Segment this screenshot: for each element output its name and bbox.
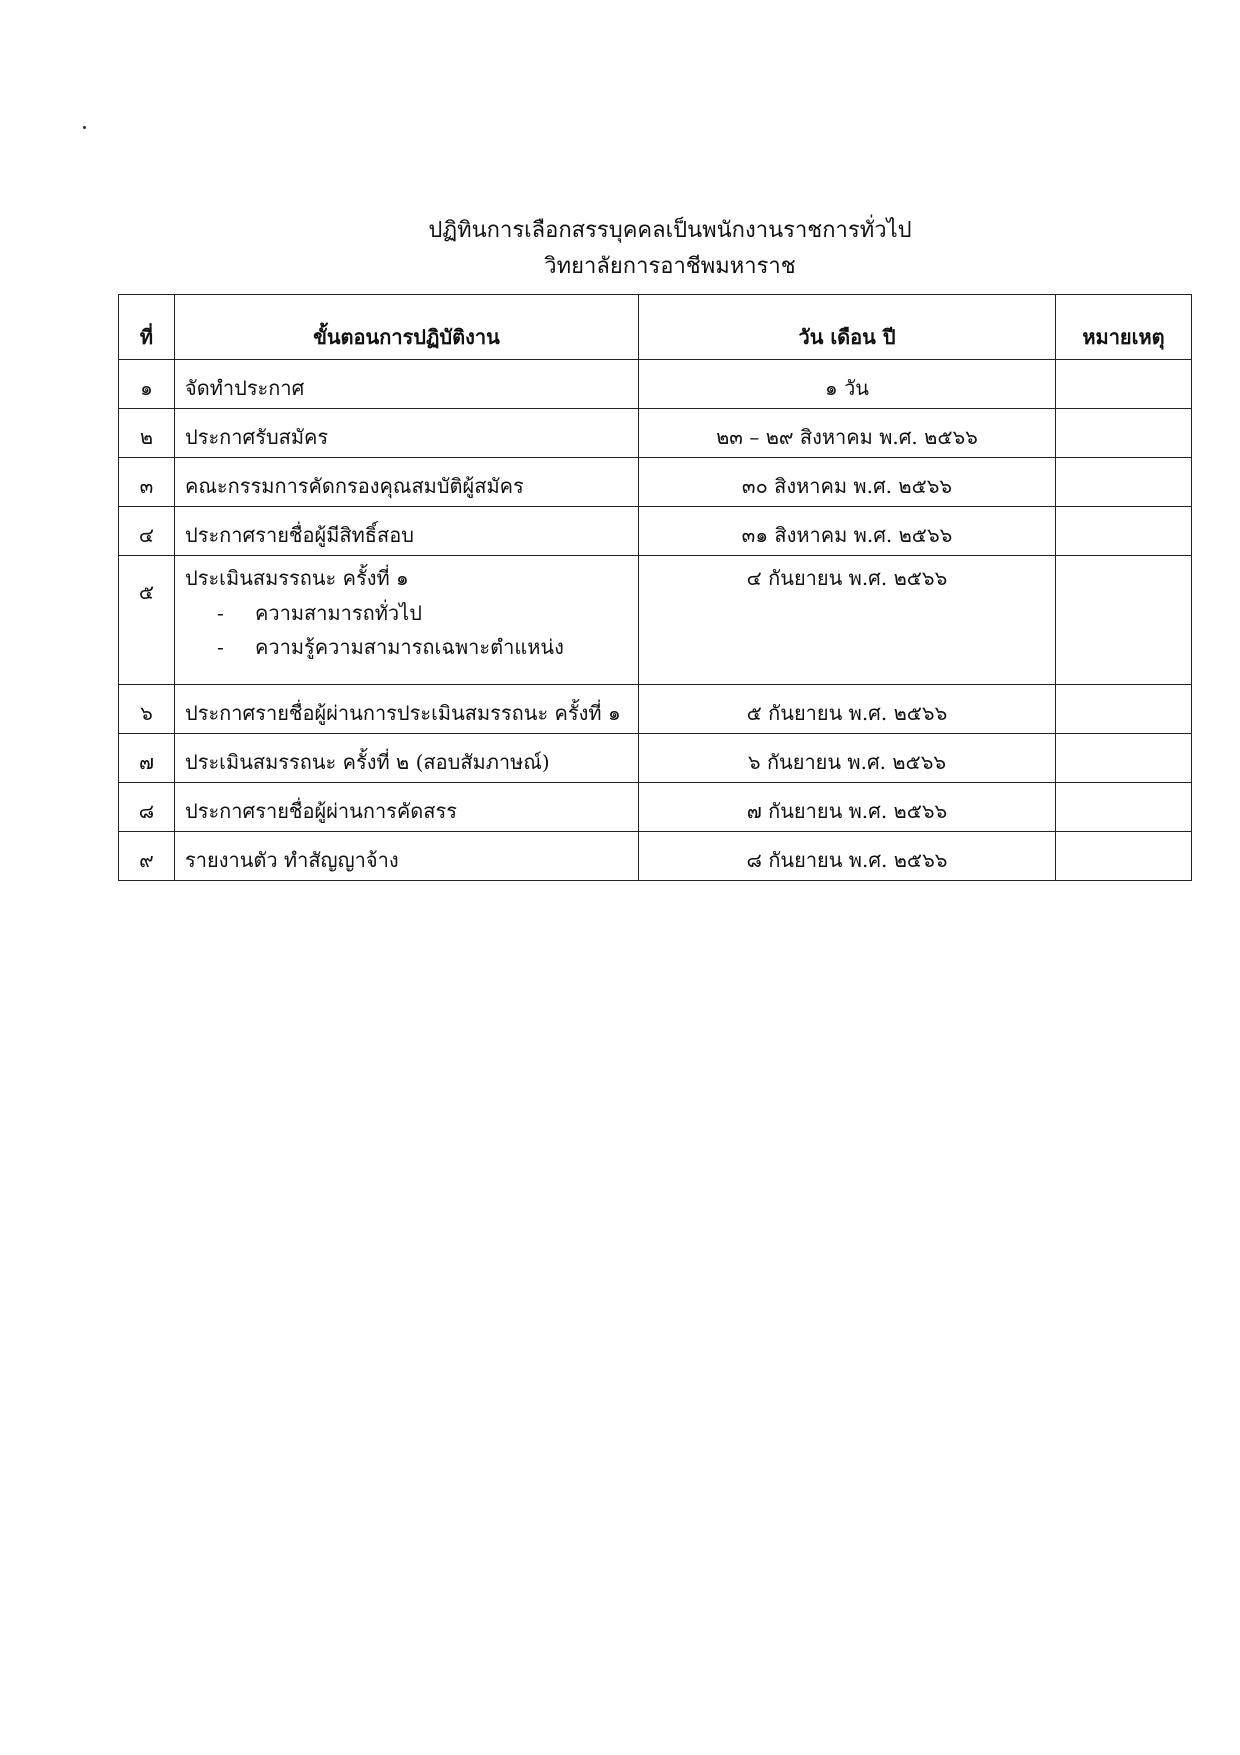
row-date: ๒๓ – ๒๙ สิงหาคม พ.ศ. ๒๕๖๖ <box>639 409 1056 458</box>
row-step: ประเมินสมรรถนะ ครั้งที่ ๑ <box>185 566 409 590</box>
row-remark <box>1056 458 1192 507</box>
row-remark <box>1056 507 1192 556</box>
row-remark <box>1056 685 1192 734</box>
row-step: ประกาศรับสมัคร <box>175 409 639 458</box>
row-step: ประกาศรายชื่อผู้มีสิทธิ์สอบ <box>175 507 639 556</box>
table-row <box>119 832 1192 881</box>
sub-item-list <box>185 596 628 664</box>
row-number: ๙ <box>119 832 175 881</box>
table-header-row <box>119 295 1192 360</box>
row-number: ๘ <box>119 783 175 832</box>
document-title: ปฏิทินการเลือกสรรบุคคลเป็นพนักงานราชการทั่วไป <box>428 218 912 243</box>
sub-item-dash: - <box>217 635 224 659</box>
header-remark: หมายเหตุ <box>1056 295 1192 360</box>
sub-item-dash: - <box>217 601 224 625</box>
row-number: ๔ <box>119 507 175 556</box>
table-row <box>119 556 1192 685</box>
row-remark <box>1056 556 1192 685</box>
row-step: รายงานตัว ทำสัญญาจ้าง <box>175 832 639 881</box>
row-step: ประเมินสมรรถนะ ครั้งที่ ๒ (สอบสัมภาษณ์) <box>175 734 639 783</box>
sub-item <box>185 630 628 664</box>
row-date: ๑ วัน <box>639 360 1056 409</box>
table-row <box>119 507 1192 556</box>
row-remark <box>1056 832 1192 881</box>
row-step: จัดทำประกาศ <box>175 360 639 409</box>
row-remark <box>1056 783 1192 832</box>
row-number: ๖ <box>119 685 175 734</box>
scan-speck <box>83 126 86 129</box>
table-row <box>119 409 1192 458</box>
document-subtitle: วิทยาลัยการอาชีพมหาราช <box>544 254 796 279</box>
row-date: ๓๑ สิงหาคม พ.ศ. ๒๕๖๖ <box>639 507 1056 556</box>
row-step-group <box>175 556 639 685</box>
row-remark <box>1056 360 1192 409</box>
table-row <box>119 734 1192 783</box>
sub-item-text: ความรู้ความสามารถเฉพาะตำแหน่ง <box>255 635 564 659</box>
row-date: ๕ กันยายน พ.ศ. ๒๕๖๖ <box>639 685 1056 734</box>
row-number: ๓ <box>119 458 175 507</box>
row-number: ๑ <box>119 360 175 409</box>
row-number: ๒ <box>119 409 175 458</box>
header-step: ขั้นตอนการปฏิบัติงาน <box>175 295 639 360</box>
sub-item-text: ความสามารถทั่วไป <box>255 601 422 625</box>
row-remark <box>1056 734 1192 783</box>
table-row <box>119 783 1192 832</box>
row-date: ๘ กันยายน พ.ศ. ๒๕๖๖ <box>639 832 1056 881</box>
row-date: ๓๐ สิงหาคม พ.ศ. ๒๕๖๖ <box>639 458 1056 507</box>
row-step: ประกาศรายชื่อผู้ผ่านการประเมินสมรรถนะ ครั้งที่ ๑ <box>175 685 639 734</box>
row-remark <box>1056 409 1192 458</box>
schedule-table <box>118 294 1192 881</box>
row-date: ๖ กันยายน พ.ศ. ๒๕๖๖ <box>639 734 1056 783</box>
table-row <box>119 458 1192 507</box>
header-date: วัน เดือน ปี <box>639 295 1056 360</box>
row-number: ๕ <box>119 556 175 685</box>
row-step: ประกาศรายชื่อผู้ผ่านการคัดสรร <box>175 783 639 832</box>
row-date: ๗ กันยายน พ.ศ. ๒๕๖๖ <box>639 783 1056 832</box>
row-step: คณะกรรมการคัดกรองคุณสมบัติผู้สมัคร <box>175 458 639 507</box>
sub-item <box>185 596 628 630</box>
header-no: ที่ <box>119 295 175 360</box>
row-date: ๔ กันยายน พ.ศ. ๒๕๖๖ <box>639 556 1056 685</box>
table-row <box>119 685 1192 734</box>
table-row <box>119 360 1192 409</box>
row-number: ๗ <box>119 734 175 783</box>
